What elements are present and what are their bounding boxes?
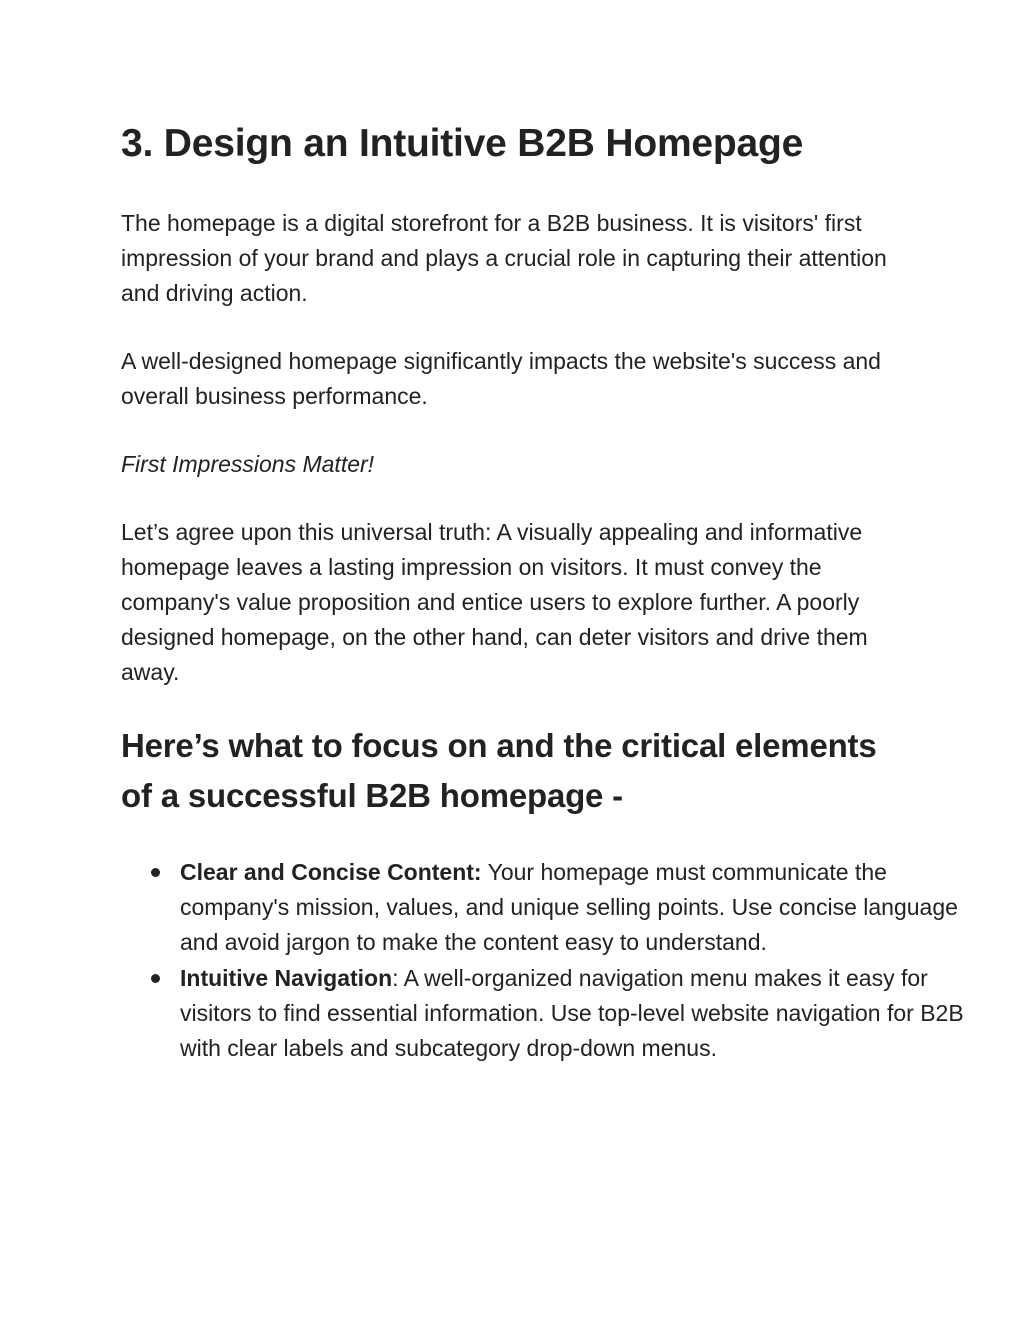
list-item-label: Clear and Concise Content: <box>180 859 482 885</box>
bullet-icon <box>151 868 160 877</box>
intro-paragraph: The homepage is a digital storefront for a B2B business. It is visitors' first impression of your brand and plays a crucial role in capturing their attention and driving action. <box>121 210 887 306</box>
list-item-text: : A well-organized navigation menu makes it easy for visitors to find essential information. Use top-level website navigation for B2B with clear labels and subcategory drop-down menus. <box>180 965 964 1061</box>
focus-subheading: Here’s what to focus on and the critical elements of a successful B2B homepage - <box>121 727 877 814</box>
list-item-text: Your homepage must communicate the company's mission, values, and unique selling points. Use concise language and avoid jargon to make the content easy to understand. <box>180 859 958 955</box>
first-impressions-paragraph: First Impressions Matter! <box>121 451 375 477</box>
critical-elements-list <box>121 855 970 1067</box>
list-item-label: Intuitive Navigation <box>180 965 393 991</box>
bullet-icon <box>151 974 160 983</box>
impact-paragraph: A well-designed homepage significantly impacts the website's success and overall business performance. <box>121 348 881 409</box>
section-heading: 3. Design an Intuitive B2B Homepage <box>121 122 804 165</box>
universal-truth-paragraph: Let’s agree upon this universal truth: A visually appealing and informative homepage leaves a lasting impression on visitors. It must convey the company's value proposition and entice users to explore further. A poorly designed homepage, on the other hand, can deter visitors and drive them away. <box>121 519 868 685</box>
list-item <box>180 961 970 1066</box>
list-item <box>180 855 970 960</box>
